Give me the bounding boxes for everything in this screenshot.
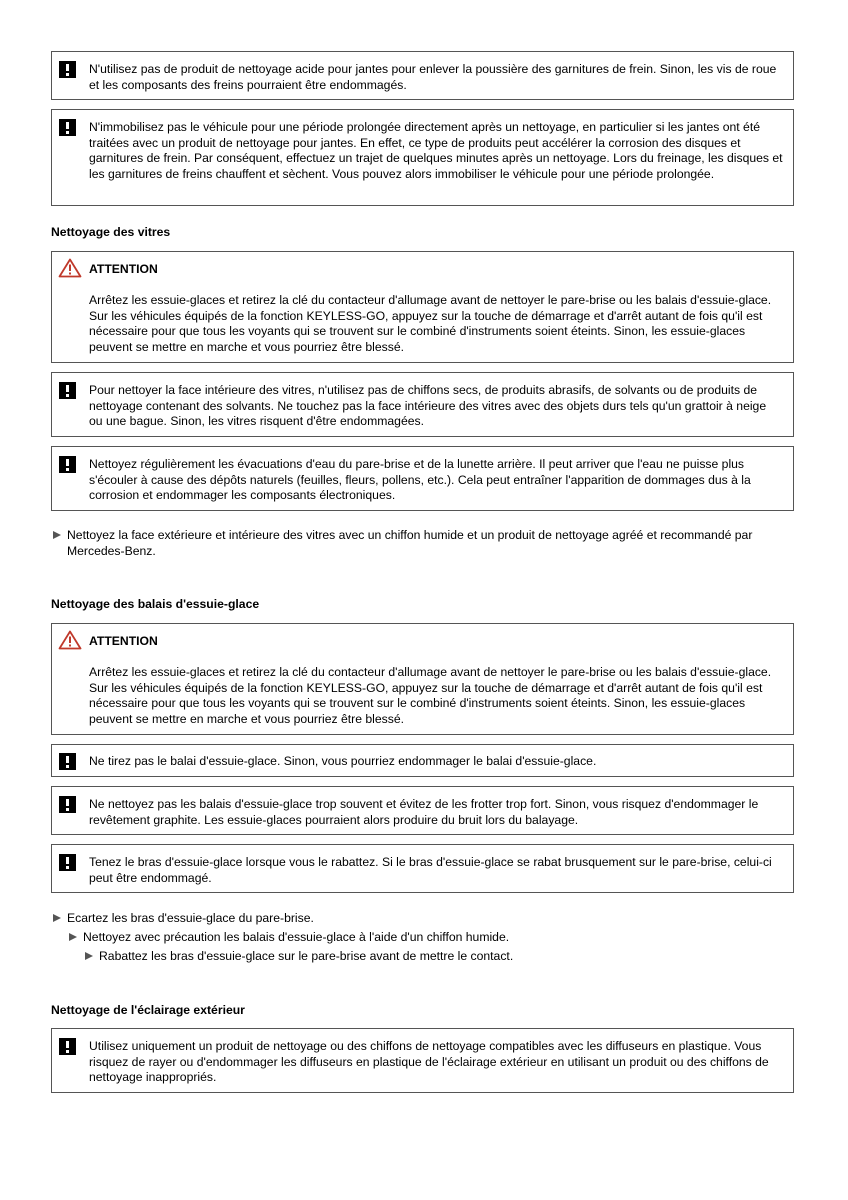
- step-text: Nettoyez la face extérieure et intérieure des vitres avec un chiffon humide et un produit de nettoyage agréé et recommandé par Mercedes-Benz.: [67, 528, 753, 558]
- step-item: [53, 911, 794, 927]
- warning-box: [51, 623, 794, 735]
- note-text: Tenez le bras d'essuie-glace lorsque vous le rabattez. Si le bras d'essuie-glace se rabat brusquement sur le pare-brise, celui-ci peut être endommagé.: [89, 855, 772, 885]
- step-arrow-icon: [53, 914, 61, 922]
- exclamation-note-icon: [59, 796, 76, 813]
- note-box: [51, 844, 794, 893]
- step-arrow-icon: [69, 933, 77, 941]
- note-box: [51, 1028, 794, 1093]
- exclamation-note-icon: [59, 61, 76, 78]
- note-box: [51, 372, 794, 437]
- note-box: [51, 109, 794, 206]
- step-text: Ecartez les bras d'essuie-glace du pare-brise.: [67, 911, 314, 925]
- note-box: [51, 51, 794, 100]
- note-text: Ne tirez pas le balai d'essuie-glace. Sinon, vous pourriez endommager le balai d'essuie-glace.: [89, 754, 597, 768]
- step-arrow-icon: [85, 952, 93, 960]
- step-item: [69, 930, 794, 946]
- note-text: Pour nettoyer la face intérieure des vitres, n'utilisez pas de chiffons secs, de produits abrasifs, de solvants ou de produits de nettoyage contenant des solvants. Ne touchez pas la face intérieure des vitres avec des objets durs tels qu'un grattoir à neige ou une bague. Sinon, les vitres risquent d'être endommagées.: [89, 383, 767, 429]
- step-item: [53, 528, 794, 559]
- note-text: N'immobilisez pas le véhicule pour une période prolongée directement après un nettoyage, en particulier si les jantes ont été traitées avec un produit de nettoyage pour jantes. En effet, ce type de produits peut accélérer la corrosion des disques et garnitures de frein. Par conséquent, effectuez un trajet de quelques minutes après un nettoyage. Lors du freinage, les disques et les garnitures de freins chauffent et sèchent. Vous pouvez alors immobiliser le véhicule pour une période prolongée.: [89, 120, 783, 181]
- step-arrow-icon: [53, 531, 61, 539]
- exclamation-note-icon: [59, 119, 76, 136]
- warning-text: Arrêtez les essuie-glaces et retirez la clé du contacteur d'allumage avant de nettoyer le pare-brise ou les balais d'essuie-glace. Sur les véhicules équipés de la fonction KEYLESS-GO, appuyez sur la touche de démarrage et d'arrêt autant de fois qu'il est nécessaire pour que tous les voyants qui se trouvent sur le combiné d'instruments soient éteints. Sinon, les essuie-glaces peuvent se mettre en marche et vous pourriez être blessé.: [89, 293, 772, 354]
- warning-title: ATTENTION: [89, 262, 158, 276]
- note-box: [51, 744, 794, 777]
- section-heading: Nettoyage de l'éclairage extérieur: [51, 1003, 245, 1017]
- exclamation-note-icon: [59, 854, 76, 871]
- exclamation-note-icon: [59, 382, 76, 399]
- exclamation-note-icon: [59, 1038, 76, 1055]
- exclamation-note-icon: [59, 456, 76, 473]
- warning-title: ATTENTION: [89, 634, 158, 648]
- step-text: Nettoyez avec précaution les balais d'essuie-glace à l'aide d'un chiffon humide.: [83, 930, 510, 944]
- step-item: [85, 949, 794, 965]
- note-text: Nettoyez régulièrement les évacuations d'eau du pare-brise et de la lunette arrière. Il peut arriver que l'eau ne puisse plus s'écouler à cause des dépôts naturels (feuilles, fleurs, pollens, etc.). Cela peut entraîner l'apparition de dommages dus à la corrosion et endommager les composants électroniques.: [89, 457, 751, 503]
- note-text: Utilisez uniquement un produit de nettoyage ou des chiffons de nettoyage compatibles avec les diffuseurs en plastique. Vous risquez de rayer ou d'endommager les diffuseurs en plastique de l'éclairage extérieur en utilisant un produit ou des chiffons de nettoyage inappropriés.: [89, 1039, 769, 1085]
- note-text: Ne nettoyez pas les balais d'essuie-glace trop souvent et évitez de les frotter trop fort. Sinon, vous risquez d'endommager le revêtement graphite. Les essuie-glaces pourraient alors produire du bruit lors du balayage.: [89, 797, 759, 827]
- section-heading: Nettoyage des balais d'essuie-glace: [51, 597, 260, 611]
- warning-triangle-icon: [58, 258, 82, 278]
- warning-triangle-icon: [58, 630, 82, 650]
- note-box: [51, 786, 794, 835]
- note-text: N'utilisez pas de produit de nettoyage acide pour jantes pour enlever la poussière des garnitures de frein. Sinon, les vis de roue et les composants des freins pourraient être endommagés.: [89, 62, 777, 92]
- warning-box: [51, 251, 794, 363]
- section-heading: Nettoyage des vitres: [51, 225, 171, 239]
- step-text: Rabattez les bras d'essuie-glace sur le pare-brise avant de mettre le contact.: [99, 949, 514, 963]
- exclamation-note-icon: [59, 753, 76, 770]
- note-box: [51, 446, 794, 511]
- warning-text: Arrêtez les essuie-glaces et retirez la clé du contacteur d'allumage avant de nettoyer le pare-brise ou les balais d'essuie-glace. Sur les véhicules équipés de la fonction KEYLESS-GO, appuyez sur la touche de démarrage et d'arrêt autant de fois qu'il est nécessaire pour que tous les voyants qui se trouvent sur le combiné d'instruments soient éteints. Sinon, les essuie-glaces peuvent se mettre en marche et vous pourriez être blessé.: [89, 665, 772, 726]
